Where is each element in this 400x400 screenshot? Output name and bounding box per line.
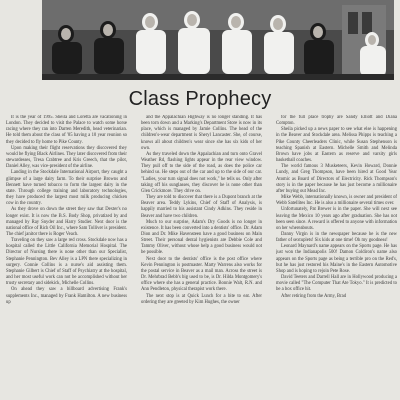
paragraph: Unfortunately, Pat Brewer is in the paper. She will next see leaving the Mexico 10 years ago after graduation. She has not been seen since. A reward is offered to anyone with information on her whereabouts. <box>276 207 397 231</box>
paragraph: for the full place trophy are Sandy Elliott and Diana Compton. <box>276 115 397 127</box>
text-column-2 <box>141 115 262 400</box>
paragraph: Traveling on they saw a large red cross. Stockdale now has a hospital called the Little California Memorial Hospital. The Director of Nursing there is none other than our Specialist, Stephanie Pennington. Bev Alley is a LPN there specializing in surgery. Connie Collins is a nurse's aid assisting them. Stephanie Gilbert is Chief of Staff of Psychiatry at the hospital, and her most useful work can not be accomplished without her trusty secretary and sidekick, Michelle Collins. <box>6 238 127 287</box>
text-column-1 <box>6 115 127 400</box>
paragraph: Leonard Maynard's name appears on the Sports page. He has just won the Indianapolis 500! Damon Coldiron's name also appears on the Sports page as being a terrible pro on the Red's, but he has just restored his Maine's in the Eastern Automotive Shop and is hoping to rejoin Pete Rose. <box>276 244 397 274</box>
text-column-3 <box>276 115 397 400</box>
paragraph: It is the year of 1995. Sheila and Loretta are vacationing in London. They decided to visit the Palace to watch some horse racing where they ran into Darren Meredith, head veterinarian. He told them about the class of '85 having a 10 year reunion so they decided to fly home to Pike County. <box>6 115 127 145</box>
paragraph: They are told to discover that there is a Dupont branch at the Beaver area. Teddy Lykins, Chief of Staff of Analysis, is happily married to his assistant Cindy Adkins. They reside in Beaver and have two children. <box>141 195 262 219</box>
paragraph: The next stop is at Quick Lunch for a bite to eat. After ordering they are greeted by Kim Hughes, the owner <box>141 293 262 305</box>
paragraph: Danny Virgin is in the newspaper because he is the new father of sextuplets! Six kids at one time! Oh my goodness! <box>276 231 397 244</box>
paragraph: On ahead they saw a billboard advertising Frank's supplements Inc., managed by Frank Hamilton. A new business up <box>6 287 127 305</box>
paragraph: As they traveled down the Appalachian and turn onto Gravel Weather Rd, flashing lights appear in the rear view window. They pull off to the side of the road, as does the police car behind us. He steps out of the car and up to the side of our car. "Ladies, your turn signal does not work," he tells us. Only after taking off his sunglasses, they discover he is none other than Glen Crickmore. They drive on. <box>141 151 262 194</box>
paragraph: After retiring from the Army, Brad <box>281 293 347 299</box>
paragraph: The world famous 3 Musketeers, Kevin Howard, Donnie Lundy, and Greg Thompson, have been hired at Good Year Atomic as Board of Directors of Electricity. Rick Thompson's story is in the paper because he has just become a millionaire after buying out Mead Inc. <box>276 164 397 194</box>
paragraph: Next door to the dentists' office is the post office where Kevin Pennington is postmaster. Marty Warrens also works for the postal service in Beaver as a mail man. Across the street is Dr. Mehrbrad Bebb's big used to be, is Dr. Hilda Montgomery's office where she has a general practice. Bonnie Walt, R.N. and Ann Pendleton, physical therapist work there. <box>141 256 262 293</box>
paragraph: Sheila picked up a news paper to see what else is happening in the Beaver and Stockdale area. Melissa Phipps is teaching a Pike County Cheerleaders Clinic, while Susan Stephenson is teaching Spanish at Eastern. Michelle Smith and Melinda Brown have jobs at Eastern as reserve and varsity girls basketball coaches. <box>276 127 397 164</box>
paragraph: As they drove on down the street they saw that Dexter's no longer exist. It is now the B.S. Body Shop, privatized by and managed by Ray Snyder and Harry Studier. Next door is the national office of Rich Oil Inc., where Sam Tolliver is president. The chief janitor there is Roger Veach. <box>6 207 127 237</box>
paragraph: Upon making their flight reservations they discovered they would be flying Black Airlines. They later discovered from their stewardesses, Tresa Crabtree and Kris Greech, that the pilot, Daniel Alley, was vice-president of the airline. <box>6 145 127 170</box>
paragraph: Landing in the Stockdale International Airport, they caught a glimpse of a large dairy farm. To their surprise Browns and Bennett have turned tobacco to form the largest dairy in the state. Through college training and laboratory technologies, they have produced the largest most milk producing chicken cow in the country. <box>6 170 127 207</box>
article-body <box>6 115 398 400</box>
group-photo <box>42 0 394 80</box>
paragraph: and the Appalachian Highway is no longer standing. It has been torn down and a Marking's Department Store is now in its place, which is managed by Jamie Collins. The head of the children's-wear department is Sheryl Lancaster. She, of course, knows all about children's wear since she has six kids of her own. <box>141 115 262 151</box>
paragraph: Much to our surprise, Adam's Dry Goods is no longer in existence. It has been converted into a dentists' office. Dr. Adam Dion and Dr. Mike Havensteen have a good business on Main Street. Their personal dental hygienists are Debbie Cole and Tammy Oliver, without whose help a good business would not be possible. <box>141 219 262 256</box>
paragraph: David Teeters and Darrell Hall are in Hollywood producing a movie called "The Computer That Ate Tokyo." It is predicted to be a box office hit. <box>276 275 397 293</box>
paragraph: Mike Webb, internationally known, is owner and president of Webb Satellites Inc. He is also a millionaire several times over. <box>276 195 397 207</box>
page-title: Class Prophecy <box>128 88 272 110</box>
